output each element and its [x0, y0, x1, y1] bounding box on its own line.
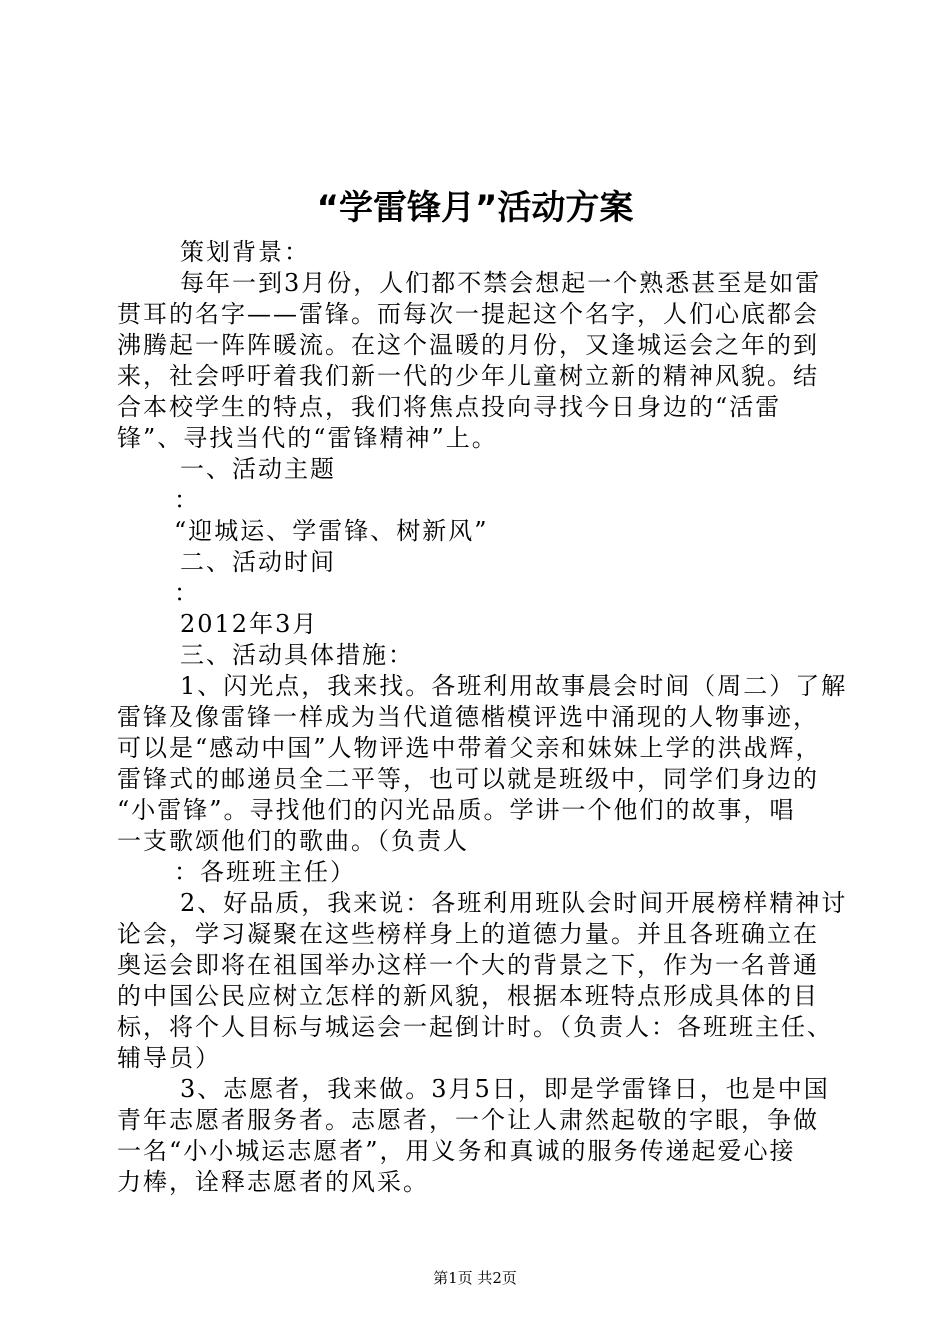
text-line: 来，社会呼吁着我们新一代的少年儿童树立新的精神风貌。结: [117, 362, 819, 390]
text-line: 力棒，诠释志愿者的风采。: [117, 1168, 429, 1196]
text-line: 一名“小小城运志愿者”，用义务和真诚的服务传递起爱心接: [117, 1137, 796, 1165]
text-line: 2012年3月: [180, 610, 319, 638]
section-heading: 二、活动时间: [180, 548, 336, 576]
document-title: “学雷锋月”活动方案: [316, 188, 634, 228]
section-heading: 三、活动具体措施：: [180, 641, 414, 669]
text-line: 论会，学习凝聚在这些榜样身上的道德力量。并且各班确立在: [117, 920, 819, 948]
text-line: “小雷锋”。寻找他们的闪光品质。学讲一个他们的故事，唱: [117, 796, 796, 824]
text-line: 青年志愿者服务者。志愿者，一个让人肃然起敬的字眼，争做: [117, 1106, 819, 1134]
text-line: ：: [174, 486, 200, 514]
text-line: 可以是“感动中国”人物评选中带着父亲和妹妹上学的洪战辉，: [117, 734, 822, 762]
section-heading: 一、活动主题: [180, 455, 336, 483]
text-line: 每年一到3月份，人们都不禁会想起一个熟悉甚至是如雷: [180, 269, 822, 297]
text-line: ：: [174, 579, 200, 607]
text-line: 锋”、寻找当代的“雷锋精神”上。: [117, 424, 498, 452]
page-footer: 第1页 共2页: [433, 1269, 517, 1287]
text-line: 1、闪光点，我来找。各班利用故事晨会时间（周二）了解: [180, 672, 848, 700]
text-line: 标，将个人目标与城运会一起倒计时。（负责人：各班班主任、: [117, 1013, 833, 1041]
text-line: 合本校学生的特点，我们将焦点投向寻找今日身边的“活雷: [117, 393, 782, 421]
text-line: 3、志愿者，我来做。3月5日，即是学雷锋日，也是中国: [180, 1075, 830, 1103]
text-line: 策划背景：: [180, 238, 310, 266]
text-line: 雷锋式的邮递员全二平等，也可以就是班级中，同学们身边的: [117, 765, 819, 793]
text-line: 贯耳的名字——雷锋。而每次一提起这个名字，人们心底都会: [117, 300, 819, 328]
text-line: ：各班班主任）: [174, 858, 356, 886]
text-line: 沸腾起一阵阵暖流。在这个温暖的月份，又逢城运会之年的到: [117, 331, 819, 359]
text-line: 奥运会即将在祖国举办这样一个大的背景之下，作为一名普通: [117, 951, 819, 979]
text-line: 一支歌颂他们的歌曲。（负责人: [117, 827, 469, 855]
text-line: 辅导员）: [117, 1044, 221, 1072]
text-line: 2、好品质，我来说：各班利用班队会时间开展榜样精神讨: [180, 889, 848, 917]
text-line: 雷锋及像雷锋一样成为当代道德楷模评选中涌现的人物事迹，: [117, 703, 819, 731]
text-line: 的中国公民应树立怎样的新风貌，根据本班特点形成具体的目: [117, 982, 819, 1010]
text-line: “迎城运、学雷锋、树新风”: [174, 517, 489, 545]
